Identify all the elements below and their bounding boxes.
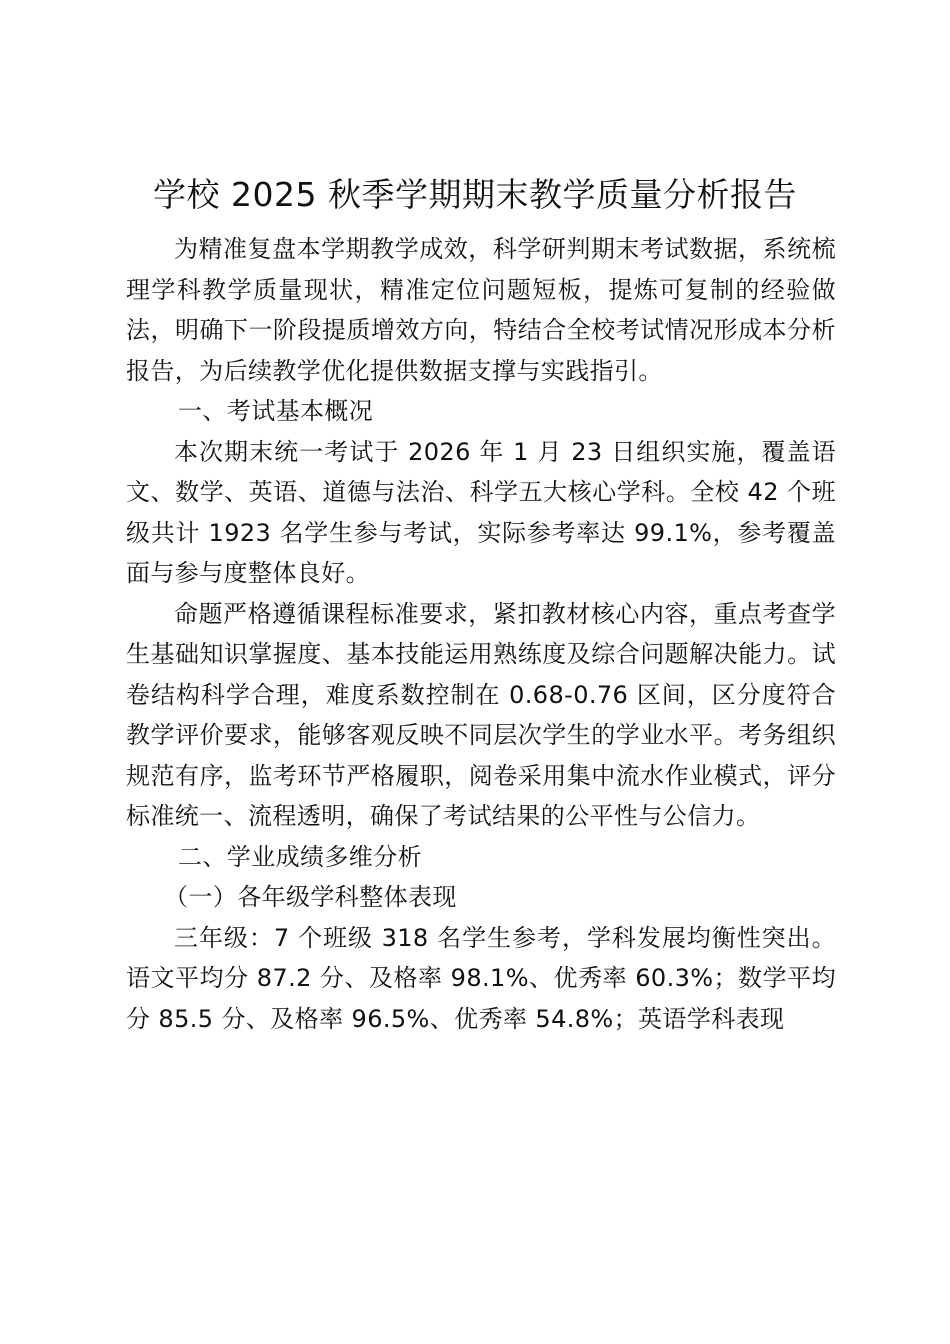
document-body [126, 229, 836, 1039]
subsection-heading-1: （一）各年级学科整体表现 [164, 883, 457, 911]
document-title: 学校 2025 秋季学期期末教学质量分析报告 [153, 175, 797, 214]
section-heading-2: 二、学业成绩多维分析 [178, 842, 422, 871]
exam-design-paragraph: 命题严格遵循课程标准要求，紧扣教材核心内容，重点考查学生基础知识掌握度、基本技能运用熟练度及综合问题解决能力。试卷结构科学合理，难度系数控制在 0.68-0.76 区间，区分度符合教学评价要求，能够客观反映不同层次学生的学业水平。考务组织规范有序，监考环节严格履职，阅卷采用集中流水作业模式，评分标准统一、流程透明，确保了考试结果的公平性与公信力。 [126, 599, 836, 830]
intro-paragraph: 为精准复盘本学期教学成效，科学研判期末考试数据，系统梳理学科教学质量现状，精准定位问题短板，提炼可复制的经验做法，明确下一阶段提质增效方向，特结合全校考试情况形成本分析报告，为后续教学优化提供数据支撑与实践指引。 [126, 235, 836, 385]
grade-three-paragraph: 三年级：7 个班级 318 名学生参考，学科发展均衡性突出。语文平均分 87.2 分、及格率 98.1%、优秀率 60.3%；数学平均分 85.5 分、及格率 96.5%、优秀率 54.8%；英语学科表现 [126, 923, 836, 1033]
section-heading-1: 一、考试基本概况 [178, 397, 374, 425]
exam-overview-paragraph: 本次期末统一考试于 2026 年 1 月 23 日组织实施，覆盖语文、数学、英语、道德与法治、科学五大核心学科。全校 42 个班级共计 1923 名学生参与考试，实际参考率达 99.1%，参考覆盖面与参与度整体良好。 [126, 437, 836, 587]
